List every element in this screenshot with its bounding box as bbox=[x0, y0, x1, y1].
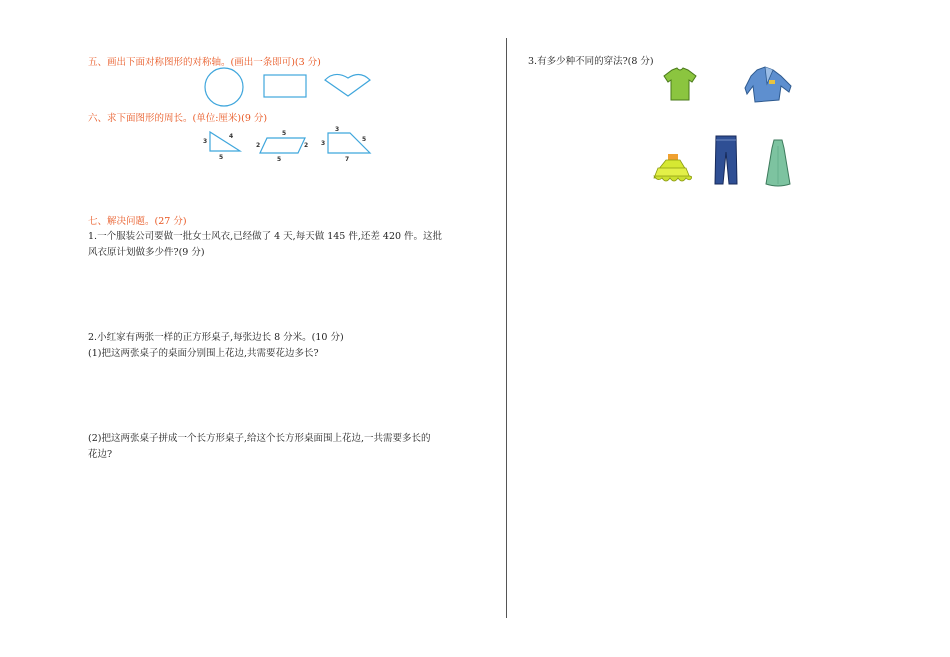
section-5-title: 五、画出下面对称图形的对称轴。(画出一条即可)(3 分) bbox=[88, 57, 321, 68]
t-shirt-icon bbox=[660, 66, 700, 104]
perimeter-shapes bbox=[198, 124, 378, 164]
parallelogram-label-bottom: 5 bbox=[277, 156, 282, 163]
column-divider bbox=[506, 38, 507, 618]
circle-shape bbox=[205, 68, 243, 106]
question-2-part-2-line-2: 花边? bbox=[88, 449, 113, 460]
jacket-icon bbox=[743, 64, 795, 106]
trapezoid-label-top: 3 bbox=[335, 126, 340, 133]
question-1-line-1: 1.一个服装公司要做一批女士风衣,已经做了 4 天,每天做 145 件,还差 420 件。这批 bbox=[88, 231, 443, 242]
trapezoid-label-right: 5 bbox=[362, 136, 367, 143]
parallelogram-label-top: 5 bbox=[282, 130, 287, 137]
question-2-part-2-line-1: (2)把这两张桌子拼成一个长方形桌子,给这个长方形桌面围上花边,一共需要多长的 bbox=[88, 433, 431, 444]
question-1-line-2: 风衣原计划做多少件?(9 分) bbox=[88, 247, 205, 258]
question-2-part-1: (1)把这两张桌子的桌面分别围上花边,共需要花边多长? bbox=[88, 348, 319, 359]
parallelogram-shape bbox=[260, 138, 305, 153]
question-2-line-1: 2.小红家有两张一样的正方形桌子,每张边长 8 分米。(10 分) bbox=[88, 332, 344, 343]
heart-shape bbox=[325, 74, 370, 96]
symmetric-shapes bbox=[200, 64, 375, 110]
parallelogram-label-right: 2 bbox=[304, 142, 309, 149]
trapezoid-label-left: 3 bbox=[321, 140, 326, 147]
jeans-icon bbox=[712, 134, 740, 186]
skirt-icon bbox=[652, 150, 692, 190]
section-6-title: 六、求下面图形的周长。(单位:厘米)(9 分) bbox=[88, 113, 268, 124]
parallelogram-label-left: 2 bbox=[256, 142, 261, 149]
triangle-label-c: 5 bbox=[219, 154, 224, 161]
triangle-label-a: 3 bbox=[203, 138, 208, 145]
question-3-title: 3.有多少种不同的穿法?(8 分) bbox=[528, 56, 654, 67]
trapezoid-label-bottom: 7 bbox=[345, 156, 350, 163]
rectangle-shape bbox=[264, 75, 306, 97]
section-7-title: 七、解决问题。(27 分) bbox=[88, 216, 187, 227]
triangle-label-b: 4 bbox=[229, 133, 234, 140]
triangle-shape bbox=[210, 132, 240, 151]
long-skirt-icon bbox=[764, 138, 792, 188]
